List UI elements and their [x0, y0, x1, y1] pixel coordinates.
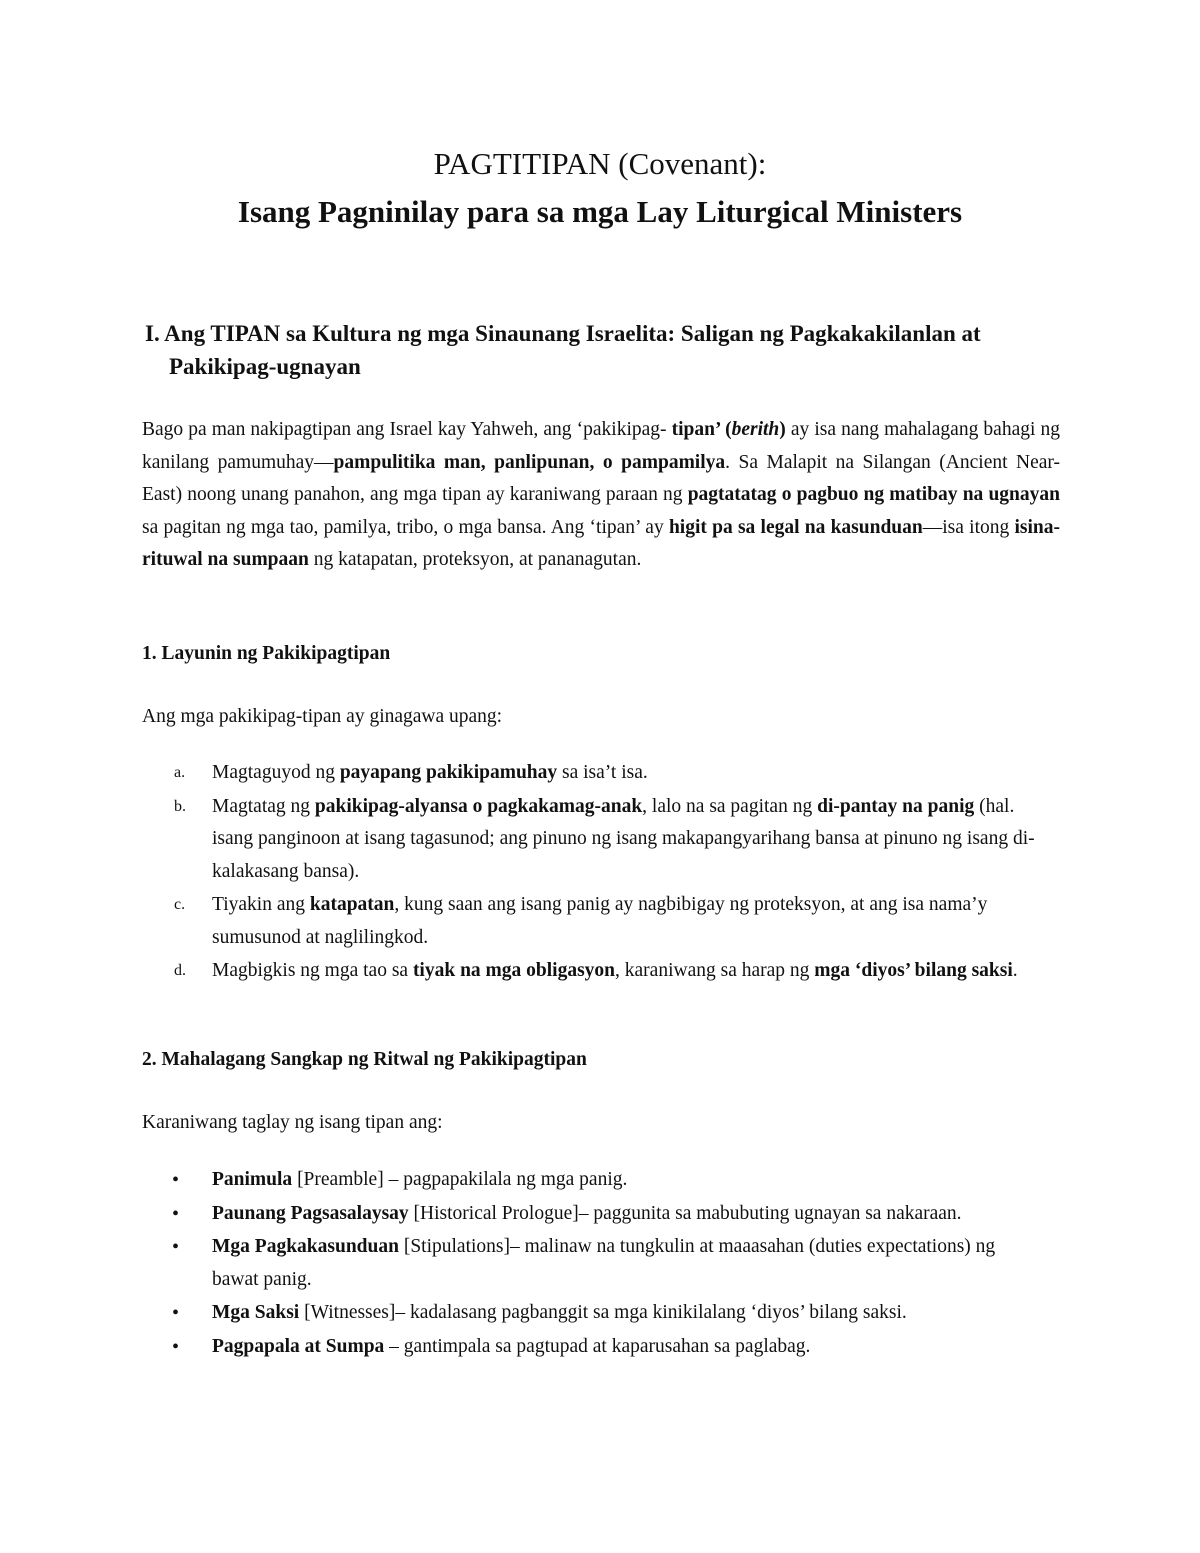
- para-text-2: ay isa nang mahalagang bahagi ng kanilang pamumuhay—: [142, 419, 1060, 473]
- subheading-sangkap: 2. Mahalagang Sangkap ng Ritwal ng Pakikipagtipan: [142, 1049, 587, 1070]
- list-item: [142, 757, 1042, 790]
- item-text: [Preamble] – pagpapakilala ng mga panig.: [292, 1169, 628, 1190]
- para-bold-2: pampulitika man, panlipunan, o pampamilya: [333, 451, 726, 473]
- item-text: Magbigkis ng mga tao sa: [212, 960, 413, 981]
- item-text: [Historical Prologue]– paggunita sa mabubuting ugnayan sa nakaraan.: [408, 1202, 962, 1224]
- subheading-layunin: 1. Layunin ng Pakikipagtipan: [142, 643, 391, 664]
- item-bold: pakikipag-alyansa o pagkakamag-anak: [314, 795, 643, 817]
- sangkap-intro: Karaniwang taglay ng isang tipan ang:: [142, 1112, 443, 1133]
- list-item: [142, 791, 1042, 889]
- list-item: [142, 889, 1042, 954]
- list-item: [142, 955, 1042, 988]
- item-bold: Paunang Pagsasalaysay: [212, 1202, 409, 1224]
- para-bold-1: tipan’ (: [671, 419, 732, 440]
- bullet-icon: •: [172, 1169, 180, 1191]
- list-item: [142, 1297, 1042, 1330]
- para-text-6: ng katapatan, proteksyon, at pananagutan.: [308, 549, 642, 570]
- bullet-icon: •: [172, 1302, 180, 1324]
- para-bold-4: higit pa sa legal na kasunduan: [668, 516, 923, 538]
- item-bold: tiyak na mga obligasyon: [412, 960, 616, 981]
- para-text-3: . Sa Malapit na Silangan (Ancient Near-East) noong unang panahon, ang mga tipan ay karaniwang paraan ng: [142, 451, 1060, 505]
- item-text: , kung saan ang isang panig ay nagbibigay ng proteksyon, at ang isa nama’y sumusunod at naglilingkod.: [212, 894, 988, 948]
- list-item: [142, 1164, 1042, 1197]
- item-bold: payapang pakikipamuhay: [339, 762, 558, 783]
- item-text: , karaniwang sa harap ng: [615, 960, 815, 981]
- para-bold-5: isina-rituwal na sumpaan: [142, 516, 1060, 570]
- document-title: [0, 140, 1200, 236]
- intro-paragraph: [142, 414, 1060, 577]
- item-bold: Mga Pagkakasunduan: [212, 1236, 399, 1257]
- list-item: [142, 1231, 1042, 1296]
- item-text: Magtaguyod ng: [212, 762, 340, 783]
- item-text: .: [1012, 960, 1018, 981]
- para-text-4: sa pagitan ng mga tao, pamilya, tribo, o mga bansa. Ang ‘tipan’ ay: [142, 516, 669, 538]
- item-text: [Witnesses]– kadalasang pagbanggit sa mga kinikilalang ‘diyos’ bilang saksi.: [299, 1302, 907, 1323]
- item-bold: Panimula: [212, 1169, 293, 1190]
- item-bold: Pagpapala at Sumpa: [212, 1335, 385, 1357]
- title-line-2: Isang Pagninilay para sa mga Lay Liturgical Ministers: [237, 194, 963, 229]
- layunin-list: [142, 757, 1042, 989]
- sangkap-list: [142, 1164, 1042, 1364]
- list-item: [142, 1198, 1042, 1231]
- list-marker: d.: [174, 962, 186, 979]
- section-heading-1: I. Ang TIPAN sa Kultura ng mga Sinaunang Israelita: Saligan ng Pagkakakilanlan at Pakikipag-ugnayan: [145, 321, 981, 379]
- list-item: [142, 1331, 1042, 1364]
- item-bold: katapatan: [309, 894, 395, 915]
- item-bold: Mga Saksi: [212, 1302, 300, 1323]
- item-text: sa isa’t isa.: [557, 762, 648, 783]
- item-text: Magtatag ng: [212, 795, 315, 817]
- item-text: Tiyakin ang: [212, 894, 310, 915]
- bullet-icon: •: [172, 1335, 180, 1358]
- item-text: (hal. isang panginoon at isang tagasunod; ang pinuno ng isang makapangyarihang bansa at pinuno ng isang di-kalakasang bansa).: [212, 795, 1035, 882]
- para-text-5: —isa itong: [922, 516, 1015, 538]
- bullet-icon: •: [172, 1202, 180, 1225]
- item-bold: mga ‘diyos’ bilang saksi: [814, 960, 1013, 981]
- para-bold-3: pagtatatag o pagbuo ng matibay na ugnayan: [687, 484, 1060, 505]
- layunin-intro: Ang mga pakikipag-tipan ay ginagawa upang:: [142, 706, 503, 727]
- item-text: , lalo na sa pagitan ng: [642, 795, 818, 817]
- item-bold: di-pantay na panig: [817, 795, 975, 817]
- para-bold-1-end: ): [779, 419, 786, 440]
- bullet-icon: •: [172, 1236, 180, 1258]
- list-marker: c.: [174, 896, 186, 913]
- list-marker: a.: [174, 764, 186, 781]
- list-marker: b.: [174, 797, 186, 815]
- para-text-1: Bago pa man nakipagtipan ang Israel kay Yahweh, ang ‘pakikipag-: [142, 419, 672, 440]
- item-text: [Stipulations]– malinaw na tungkulin at maaasahan (duties expectations) ng bawat panig.: [212, 1236, 996, 1290]
- title-line-1: PAGTITIPAN (Covenant):: [433, 146, 767, 181]
- item-text: – gantimpala sa pagtupad at kaparusahan sa paglabag.: [384, 1335, 811, 1357]
- para-bold-italic-1: berith: [731, 419, 780, 440]
